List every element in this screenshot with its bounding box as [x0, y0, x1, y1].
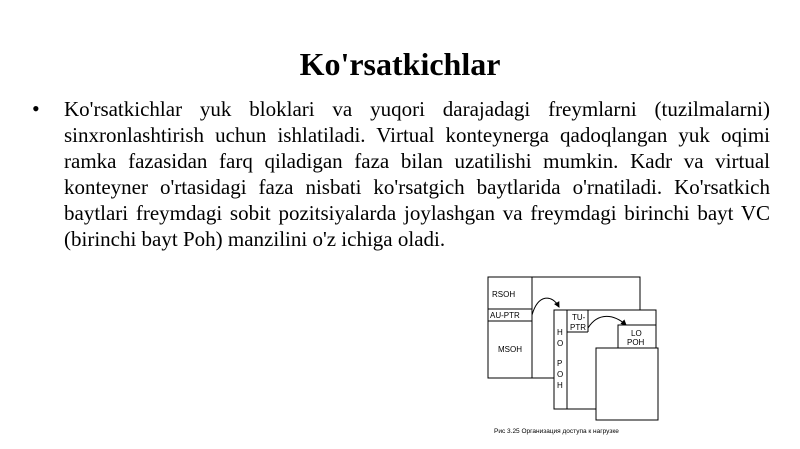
ho-poh-letter: H: [557, 381, 563, 390]
au-ptr-label: AU-PTR: [490, 311, 520, 320]
ho-poh-letter: O: [557, 339, 564, 348]
rsoh-label: RSOH: [492, 290, 516, 299]
ho-poh-letter: P: [557, 359, 563, 368]
ho-poh-letter: O: [557, 370, 564, 379]
tu-ptr-label: TU-: [572, 313, 586, 322]
tu-ptr-label: PTR: [570, 323, 586, 332]
lo-poh-label: LO: [631, 329, 642, 338]
bullet-item: [32, 96, 770, 252]
pointer-diagram: [480, 268, 676, 440]
ho-poh-letter: H: [557, 328, 563, 337]
figure-caption: Рис 3.25 Организация доступа к нагрузке: [494, 428, 619, 435]
slide-title: Ko'rsatkichlar: [299, 46, 501, 82]
bullet-paragraph: Ko'rsatkichlar yuk bloklari va yuqori darajadagi freymlarni (tuzilmalarni) sinxronlashtirish uchun ishlatiladi. Virtual konteynerga qadoqlangan yuk oqimi ramka fazasidan farq qiladigan faza bilan uzatilishi mumkin. Kadr va virtual konteyner o'rtasidagi faza nisbati ko'rsatgich baytlarida o'rnatiladi. Ko'rsatkich baytlari freymdagi sobit pozitsiyalarda joylashgan va freymdagi birinchi bayt VC (birinchi bayt Poh) manzilini o'z ichiga oladi.: [64, 97, 770, 251]
msoh-label: MSOH: [498, 345, 522, 354]
lo-poh-label: POH: [627, 338, 645, 347]
bullet-marker: •: [32, 96, 40, 121]
